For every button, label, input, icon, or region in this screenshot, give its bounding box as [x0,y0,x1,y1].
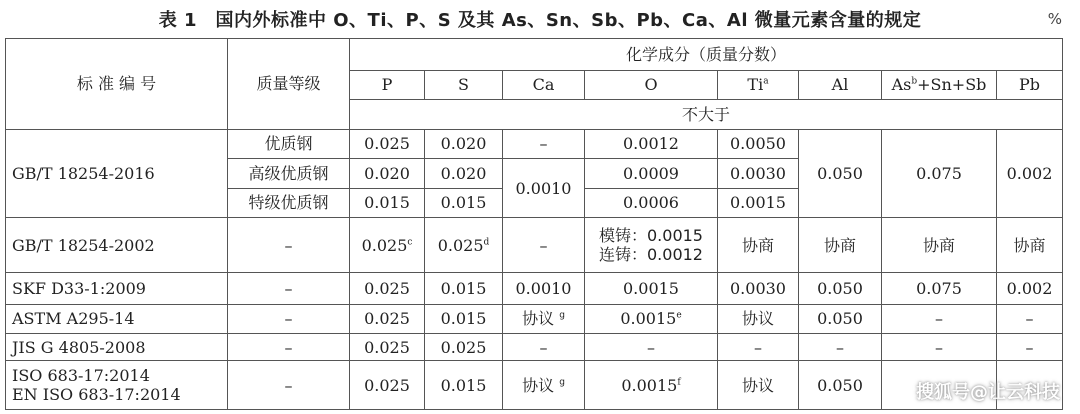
s-cell: 0.015 [425,188,503,218]
p-cell: 0.025 [350,272,425,304]
p-cell: 0.015 [350,188,425,218]
footnote-g: g [559,310,565,321]
o-cell [585,218,718,273]
as-sn-sb-cell: 协商 [882,218,997,273]
standard-skf: SKF D33-1:2009 [6,272,228,304]
footnote-f: f [677,377,681,388]
footnote-b: b [911,77,918,88]
as-sn-sb-cell: 0.075 [882,272,997,304]
grade-cell: – [228,361,350,410]
o-cell [585,304,718,334]
ca-cell [503,304,585,334]
s-cell: 0.020 [425,129,503,159]
as-sn-sb-cell: – [882,304,997,334]
ti-cell: 0.0050 [718,129,799,159]
ti-cell: 协议 [718,361,799,410]
footnote-g: g [559,377,565,388]
standard-jis: JIS G 4805-2008 [6,334,228,361]
header-ti [718,70,799,100]
standard-en-iso-line: EN ISO 683-17:2014 [12,385,181,405]
grade-cell: – [228,334,350,361]
standard-gb2016: GB/T 18254-2016 [6,129,228,218]
grade-cell: – [228,272,350,304]
ca-cell: – [503,129,585,159]
pb-cell: – [997,334,1063,361]
o-cell: 0.0012 [585,129,718,159]
table-row [6,218,1063,273]
table-row [6,304,1063,334]
ca-value: 协议 [522,309,555,329]
o-ingot-casting: 模铸：0.0015 [599,226,703,245]
o-cell: – [585,334,718,361]
ti-cell: 0.0030 [718,272,799,304]
watermark: 搜狐号@让云科技 [916,382,1060,403]
header-o: O [585,70,718,100]
ca-value: 协议 [522,375,555,395]
p-cell [350,218,425,273]
table-row [6,129,1063,159]
p-cell: 0.025 [350,129,425,159]
pb-cell: 协商 [997,218,1063,273]
s-cell: 0.015 [425,272,503,304]
grade-cell: 高级优质钢 [228,159,350,189]
pb-cell: 0.002 [997,129,1063,218]
al-cell: 0.050 [799,129,882,218]
standard-gb2002: GB/T 18254-2002 [6,218,228,273]
header-row-1 [6,39,1063,71]
s-cell: 0.015 [425,361,503,410]
al-cell: 0.050 [799,272,882,304]
pb-cell: – [997,304,1063,334]
header-al: Al [799,70,882,100]
table-row [6,272,1063,304]
footnote-d: d [483,237,490,248]
header-as-text: As [891,75,912,95]
header-s: S [425,70,503,100]
header-ca: Ca [503,70,585,100]
p-cell: 0.020 [350,159,425,189]
o-value: 0.0015 [621,375,678,395]
standard-astm: ASTM A295-14 [6,304,228,334]
ti-cell: 0.0030 [718,159,799,189]
grade-cell: – [228,304,350,334]
s-cell: 0.025 [425,334,503,361]
unit-label: % [1047,10,1062,28]
s-cell: 0.020 [425,159,503,189]
as-sn-sb-cell: 0.075 [882,129,997,218]
header-max: 不大于 [350,100,1063,130]
table-title: 表 1 国内外标准中 O、Ti、P、S 及其 As、Sn、Sb、Pb、Ca、Al 微量元素含量的规定 [158,10,922,31]
header-grade: 质量等级 [228,39,350,130]
p-value: 0.025 [361,235,408,255]
ca-cell: – [503,218,585,273]
standard-iso [6,361,228,410]
standards-table [5,38,1063,410]
header-pb: Pb [997,70,1063,100]
ti-cell: 0.0015 [718,188,799,218]
header-composition: 化学成分（质量分数） [350,39,1063,71]
grade-cell: 特级优质钢 [228,188,350,218]
al-cell: 协商 [799,218,882,273]
p-cell: 0.025 [350,334,425,361]
table-row [6,334,1063,361]
grade-cell: – [228,218,350,273]
o-cell [585,361,718,410]
ti-cell: 协商 [718,218,799,273]
p-cell: 0.025 [350,361,425,410]
as-sn-sb-cell: – [882,334,997,361]
ca-cell: 0.0010 [503,159,585,218]
o-cell: 0.0015 [585,272,718,304]
header-p: P [350,70,425,100]
footnote-a: a [763,77,769,88]
p-cell: 0.025 [350,304,425,334]
s-cell [425,218,503,273]
al-cell: 0.050 [799,361,882,410]
grade-cell: 优质钢 [228,129,350,159]
o-cell: 0.0009 [585,159,718,189]
standard-iso-line: ISO 683-17:2014 [12,366,150,386]
table-row [6,361,1063,410]
header-sn-sb-text: +Sn+Sb [917,75,987,95]
header-ti-text: Ti [747,75,764,95]
ti-cell: 协议 [718,304,799,334]
pb-cell: 0.002 [997,272,1063,304]
s-cell: 0.015 [425,304,503,334]
o-cell: 0.0006 [585,188,718,218]
ca-cell: 0.0010 [503,272,585,304]
ca-cell: – [503,334,585,361]
al-cell: – [799,334,882,361]
o-value: 0.0015 [620,309,677,329]
s-value: 0.025 [437,235,484,255]
al-cell: 0.050 [799,304,882,334]
footnote-c: c [407,237,413,248]
header-as-sn-sb [882,70,997,100]
o-continuous-casting: 连铸：0.0012 [599,245,703,264]
footnote-e: e [676,310,682,321]
ca-cell [503,361,585,410]
ti-cell: – [718,334,799,361]
header-standard: 标 准 编 号 [6,39,228,130]
